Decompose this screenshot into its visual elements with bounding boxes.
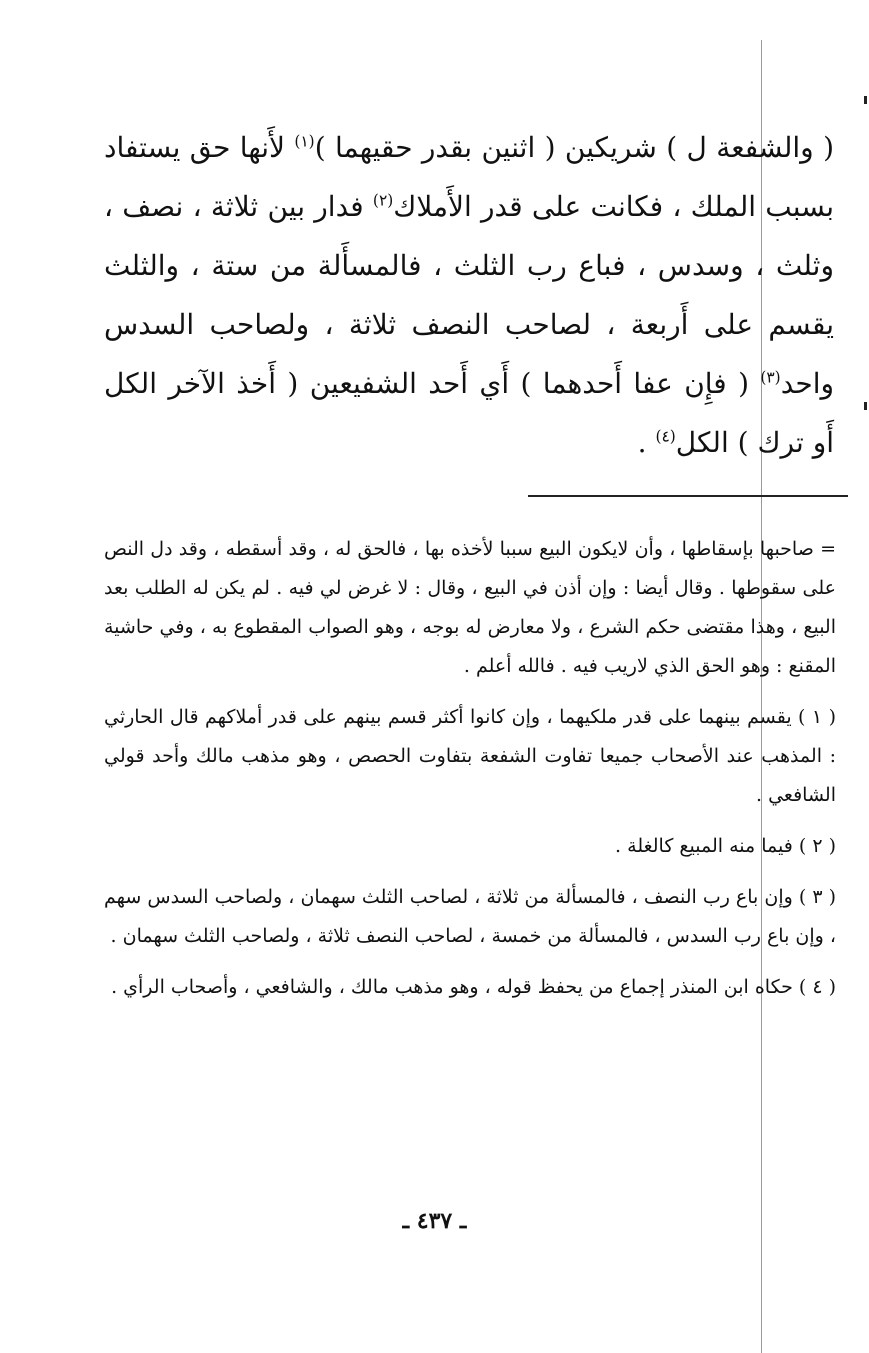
edge-mark-top (864, 96, 867, 104)
edge-mark-middle (864, 402, 867, 410)
main-text-part: فدار بين ثلاثة ، نصف ، وثلث ، وسدس ، فباع رب الثلث ، فالمسأَلة من ستة ، والثلث يقسم على أَربعة ، لصاحب النصف ثلاثة ، ولصاحب السدس واحد (104, 190, 834, 400)
main-text-part: لأَنها حق يستفاد بسبب الملك ، فكانت على قدر الأَملاك (104, 131, 835, 223)
main-paragraph (104, 118, 834, 472)
footnote-ref-2: (٢) (372, 191, 394, 210)
footnote-4: ( ٤ ) حكاه ابن المنذر إجماع من يحفظ قوله ، وهو مذهب مالك ، والشافعي ، وأصحاب الرأي . (111, 976, 836, 998)
footnote-continued: = صاحبها بإسقاطها ، وأن لايكون البيع سببا لأخذه بها ، فالحق له ، وقد أسقطه ، وقد دل النص على سقوطها . وقال أيضا : وإن أذن في البيع ، وقال : لا غرض لي فيه . لم يكن له الطلب بعد البيع ، وهذا مقتضى حكم الشرع ، ولا معارض له بوجه ، وهو الصواب المقطوع به ، وفي حاشية المقنع : وهو الحق الذي لاريب فيه . فالله أعلم . (104, 538, 836, 677)
footnotes-block (104, 530, 836, 1019)
footnote-1: ( ١ ) يقسم بينهما على قدر ملكيهما ، وإن كانوا أكثر قسم بينهم على قدر أملاكهم قال الحارثي : المذهب عند الأصحاب جميعا تفاوت الشفعة بتفاوت الحصص ، وهو مذهب مالك وأحد قولي الشافعي . (104, 706, 837, 806)
main-text-part: ( فإِن عفا أَحدهما ) أَي أَحد الشفيعين ( أَخذ الآخر الكل أَو ترك ) الكل (104, 367, 834, 459)
footnote-separator (528, 495, 848, 497)
main-text-part: . (637, 426, 656, 459)
page-number: ـ ٤٣٧ ـ (402, 1208, 467, 1234)
footnote-3: ( ٣ ) وإن باع رب النصف ، فالمسألة من ثلاثة ، لصاحب الثلث سهمان ، ولصاحب السدس سهم ، وإن باع رب السدس ، فالمسألة من خمسة ، لصاحب النصف ثلاثة ، ولصاحب الثلث سهمان . (104, 886, 836, 947)
footnote-ref-4: (٤) (655, 427, 676, 446)
footnote-ref-1: (١) (294, 132, 315, 151)
footnote-ref-3: (٣) (760, 368, 781, 387)
main-text-block (104, 118, 834, 472)
footnote-2: ( ٢ ) فيما منه المبيع كالغلة . (615, 835, 836, 857)
main-text-part: ( والشفعة ل ) شريكين ( اثنين بقدر حقيهما ) (314, 131, 835, 164)
